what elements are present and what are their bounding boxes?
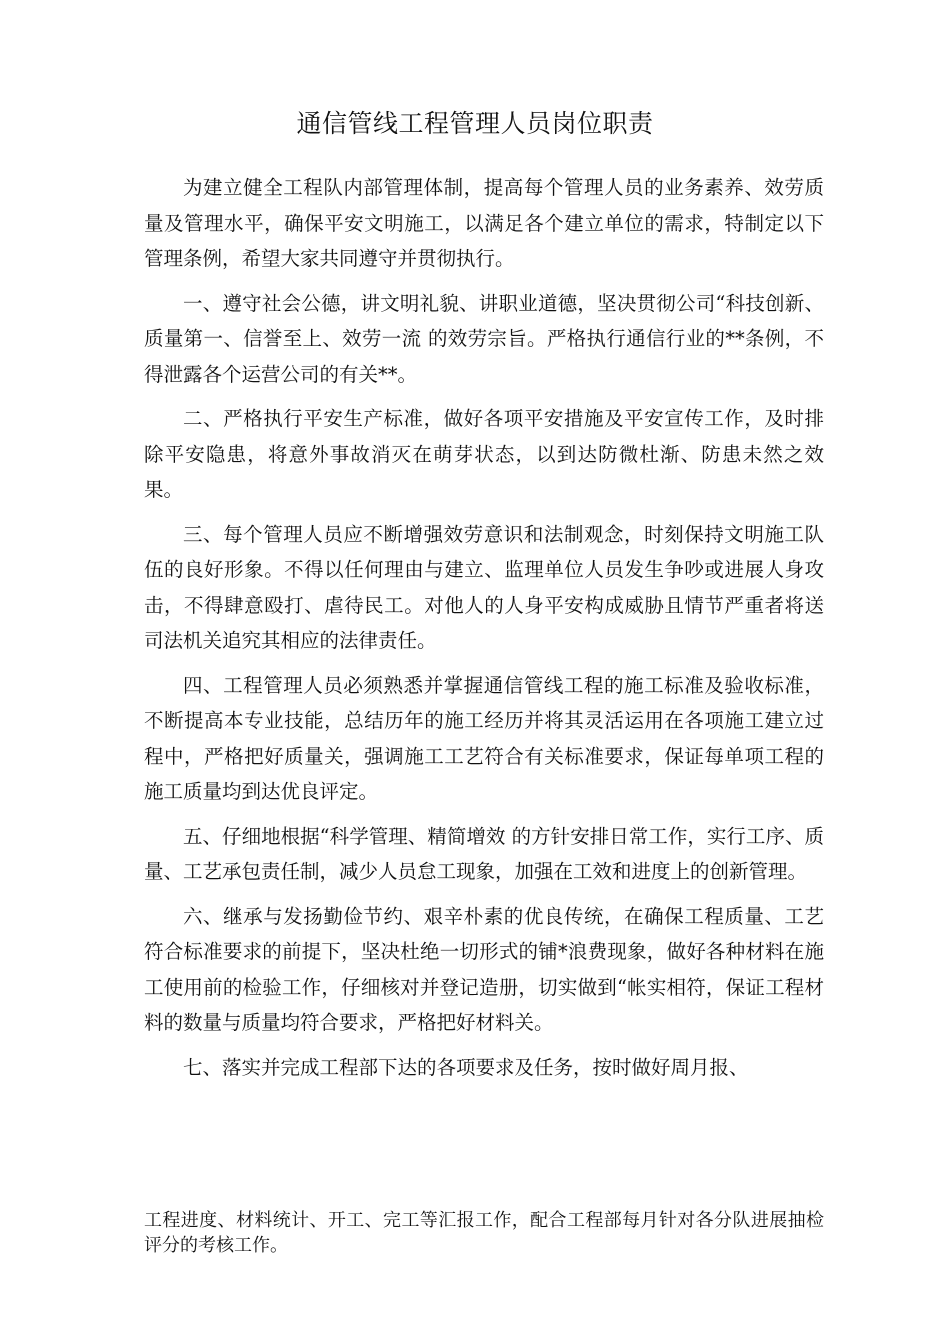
clause-7-continuation: 工程进度、材料统计、开工、完工等汇报工作，配合工程部每月针对各分队进展抽检评分的考核工作。 (144, 1210, 824, 1256)
clause-7-paragraph: 七、落实并完成工程部下达的各项要求及任务，按时做好周月报、 (183, 1055, 749, 1079)
clause-3-paragraph: 三、每个管理人员应不断增强效劳意识和法制观念，时刻保持文明施工队伍的良好形象。不得以任何理由与建立、监理单位人员发生争吵或进展人身攻击，不得肆意殴打、虐待民工。对他人的人身平安构成威胁且情节严重者将送司法机关追究其相应的法律责任。 (144, 522, 824, 652)
clause-1-paragraph: 一、遵守社会公德，讲文明礼貌、讲职业道德，坚决贯彻公司“科技创新、质量第一、信誉至上、效劳一流 的效劳宗旨。严格执行通信行业的**条例，不得泄露各个运营公司的有关**。 (144, 291, 824, 386)
clause-4-paragraph: 四、工程管理人员必须熟悉并掌握通信管线工程的施工标准及验收标准，不断提高本专业技能，总结历年的施工经历并将其灵活运用在各项施工建立过程中，严格把好质量关，强调施工工艺符合有关标准要求，保证每单项工程的施工质量均到达优良评定。 (144, 673, 824, 803)
document-body (144, 170, 824, 1094)
document-title: 通信管线工程管理人员岗位职责 (296, 109, 654, 138)
clause-5-paragraph: 五、仔细地根据“科学管理、精简增效 的方针安排日常工作，实行工序、质量、工艺承包责任制，减少人员怠工现象，加强在工效和进度上的创新管理。 (144, 824, 824, 883)
clause-6-paragraph: 六、继承与发扬勤俭节约、艰辛朴素的优良传统，在确保工程质量、工艺符合标准要求的前提下，坚决杜绝一切形式的铺*浪费现象，做好各种材料在施工使用前的检验工作，仔细核对并登记造册，切实做到“帐实相符，保证工程材料的数量与质量均符合要求，严格把好材料关。 (144, 904, 824, 1034)
intro-paragraph: 为建立健全工程队内部管理体制，提高每个管理人员的业务素养、效劳质量及管理水平，确保平安文明施工，以满足各个建立单位的需求，特制定以下管理条例，希望大家共同遵守并贯彻执行。 (144, 176, 824, 270)
clause-2-paragraph: 二、严格执行平安生产标准，做好各项平安措施及平安宣传工作，及时排除平安隐患，将意外事故消灭在萌芽状态，以到达防微杜渐、防患未然之效果。 (144, 407, 824, 501)
